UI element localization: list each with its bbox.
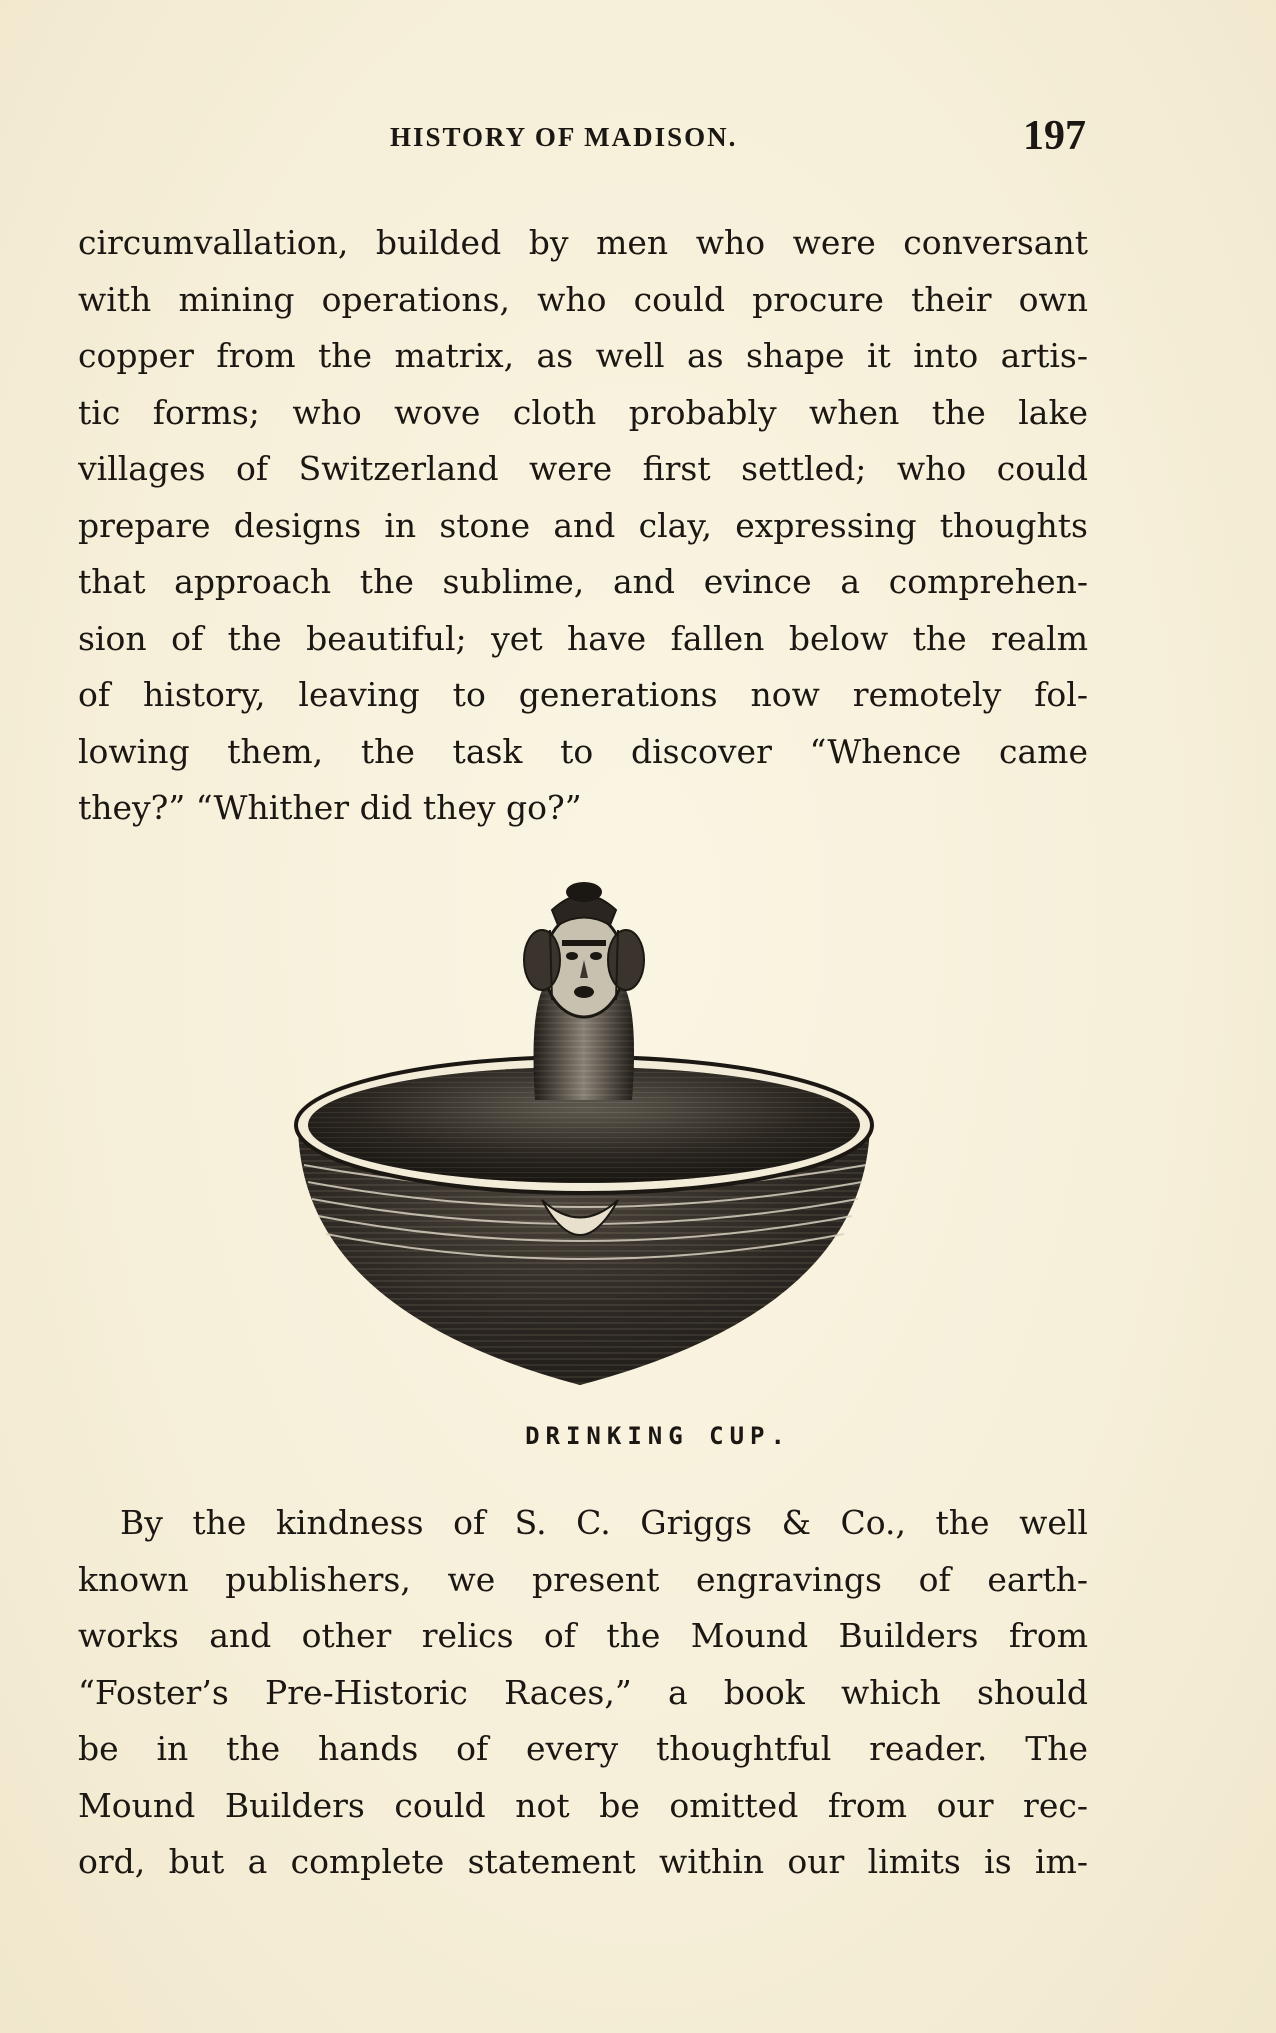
text-line: villages of Switzerland were first settled; who could: [78, 449, 1088, 488]
running-head: [78, 112, 1086, 162]
text-line: with mining operations, who could procure their own: [78, 279, 1088, 319]
text-line: ord, but a complete statement within our limits is im-: [78, 1842, 1088, 1881]
text-line: lowing them, the task to discover “Whence came: [78, 731, 1088, 771]
text-line: they?” “Whither did they go?”: [78, 788, 582, 827]
text-line: known publishers, we present engravings of earth-: [78, 1559, 1088, 1599]
text-line: be in the hands of every thoughtful reader. The: [78, 1729, 1088, 1768]
figure-caption: DRINKING CUP.: [525, 1422, 791, 1450]
text-line: “Foster’s Pre-Historic Races,” a book which should: [78, 1672, 1088, 1712]
paragraph-circumvallation: [78, 215, 1088, 837]
text-line: copper from the matrix, as well as shape it into artis-: [78, 336, 1088, 375]
text-line: By the kindness of S. C. Griggs & Co., the well: [120, 1503, 1088, 1542]
text-line: of history, leaving to generations now remotely fol-: [78, 675, 1088, 714]
text-line: sion of the beautiful; yet have fallen below the realm: [78, 618, 1088, 658]
text-line: that approach the sublime, and evince a comprehen-: [78, 562, 1088, 601]
paragraph-griggs: [78, 1495, 1088, 1891]
drinking-cup-engraving: [280, 870, 890, 1410]
text-line: tic forms; who wove cloth probably when the lake: [78, 392, 1088, 432]
running-title: HISTORY OF MADISON.: [390, 122, 738, 152]
text-line: circumvallation, builded by men who were conversant: [78, 223, 1088, 262]
text-line: Mound Builders could not be omitted from our rec-: [78, 1785, 1088, 1825]
text-line: prepare designs in stone and clay, expressing thoughts: [78, 505, 1088, 545]
page-number: 197: [1023, 113, 1086, 159]
text-line: works and other relics of the Mound Builders from: [78, 1616, 1088, 1655]
